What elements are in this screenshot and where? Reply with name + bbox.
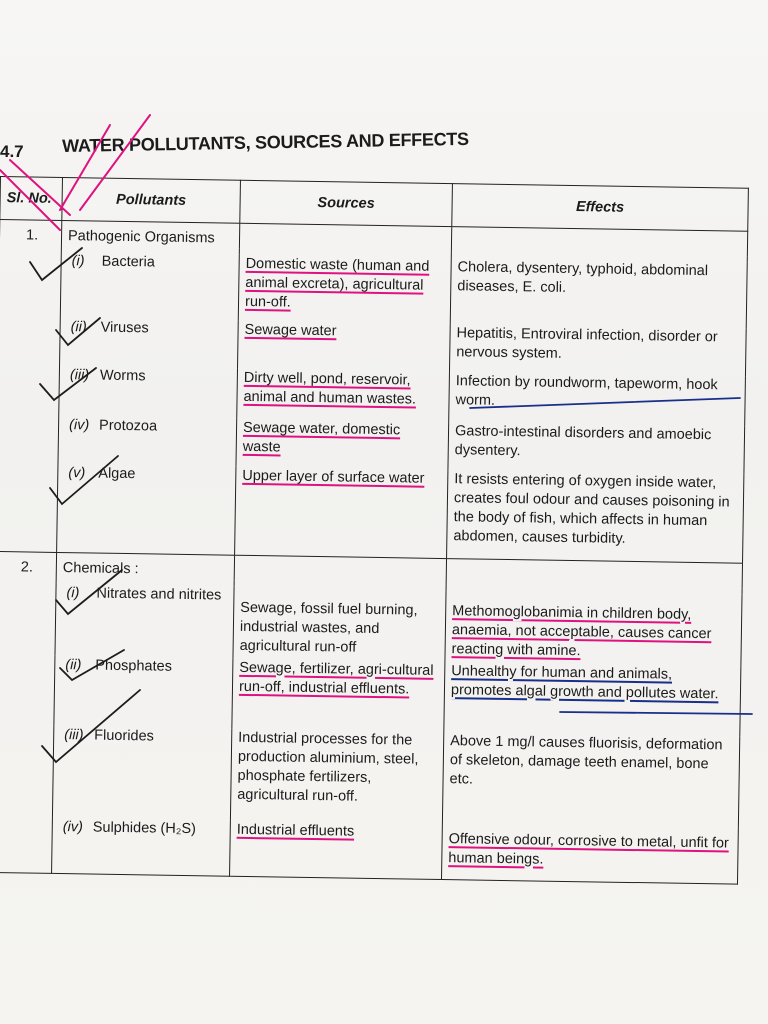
- group-number: 2.: [0, 551, 57, 577]
- source-cell: Sewage water: [238, 321, 451, 372]
- roman-numeral: (i): [66, 584, 80, 601]
- pollutant-cell: [52, 817, 231, 876]
- pollutant-name: Bacteria: [101, 253, 155, 271]
- effect-cell: Above 1 mg/l causes fluorisis, deformation of skeleton, damage teeth enamel, bone etc.: [442, 732, 739, 829]
- section-number: 4.7: [0, 142, 24, 161]
- roman-numeral: (v): [68, 465, 86, 482]
- effect-cell: Gastro-intestinal disorders and amoebic dysentery.: [448, 422, 745, 475]
- effect-cell: Methomoglobanimia in children body, anaemia, not acceptable, causes cancer reacting with amine.: [445, 590, 742, 667]
- group-number: 1.: [0, 220, 62, 246]
- source-cell: Industrial processes for the production aluminium, steel, phosphate fertilizers, agricultural run-off.: [230, 728, 443, 823]
- effect-cell: Infection by roundworm, tapeworm, hook worm.: [449, 372, 746, 427]
- pollutant-cell: [52, 725, 231, 820]
- pollutant-cell: [60, 252, 239, 321]
- table-row: [0, 463, 744, 563]
- table-row: [0, 816, 738, 884]
- pollutant-cell: [59, 366, 238, 419]
- roman-numeral: (iv): [68, 417, 90, 434]
- roman-numeral: (ii): [65, 656, 82, 673]
- pollutant-cell: [57, 464, 236, 555]
- section-title: WATER POLLUTANTS, SOURCES AND EFFECTS: [62, 128, 469, 156]
- header-sources: Sources: [240, 180, 453, 226]
- roman-numeral: (i): [71, 253, 85, 270]
- roman-numeral: (ii): [70, 319, 87, 336]
- pollutant-name: Phosphates: [95, 657, 173, 675]
- roman-numeral: (iii): [64, 726, 84, 743]
- source-cell: Upper layer of surface water: [235, 467, 448, 558]
- table-row: [0, 724, 740, 828]
- pollutant-name: Nitrates and nitrites: [96, 585, 222, 604]
- pollutant-name: Algae: [98, 465, 136, 483]
- source-cell: Sewage, fossil fuel burning, industrial wastes, and agricultural run-off: [233, 586, 446, 661]
- group-heading: Pathogenic Organisms: [61, 220, 239, 248]
- pollutants-table: [0, 176, 749, 885]
- table-row: [0, 251, 747, 329]
- source-cell: Dirty well, pond, reservoir, animal and human wastes.: [237, 369, 450, 422]
- effect-cell: Hepatitis, Entroviral infection, disorder or nervous system.: [449, 324, 746, 377]
- table-row: [0, 582, 742, 666]
- group-heading: Chemicals :: [56, 552, 234, 580]
- table-row: [0, 654, 741, 736]
- header-pollutants: Pollutants: [62, 177, 241, 223]
- pollutant-name: Fluorides: [94, 727, 154, 744]
- effect-cell: Cholera, dysentery, typhoid, abdominal diseases, E. coli.: [450, 258, 747, 329]
- pollutant-cell: [54, 655, 233, 728]
- source-cell: Industrial effluents: [230, 820, 443, 879]
- effect-cell: Unhealthy for human and animals, promotes algal growth and pollutes water.: [444, 662, 741, 737]
- pollutant-name: Worms: [99, 367, 146, 385]
- pollutant-cell: [58, 416, 237, 467]
- header-effects: Effects: [452, 184, 749, 232]
- source-cell: Domestic waste (human and animal excreta), agricultural run-off.: [238, 255, 451, 324]
- pollutant-cell: [55, 583, 234, 658]
- pollutant-name: Protozoa: [98, 417, 158, 435]
- effect-cell: It resists entering of oxygen inside water, creates foul odour and causes poisoning in the body of fish, which affects in human abdomen, causes turbidity.: [447, 470, 744, 563]
- effect-cell: Offensive odour, corrosive to metal, unfit for human beings.: [442, 824, 739, 885]
- roman-numeral: (iii): [69, 367, 90, 384]
- pollutants-table-wrap: [0, 176, 768, 888]
- pollutant-name: Sulphides (H₂S): [92, 819, 197, 837]
- header-sl-no: Sl. No.: [0, 177, 62, 221]
- roman-numeral: (iv): [62, 818, 84, 835]
- pollutant-cell: [60, 318, 239, 369]
- source-cell: Sewage water, domestic waste: [236, 419, 449, 470]
- pollutant-name: Viruses: [100, 319, 149, 337]
- source-cell: Sewage, fertilizer, agri-cultural run-off, industrial effluents.: [232, 658, 445, 731]
